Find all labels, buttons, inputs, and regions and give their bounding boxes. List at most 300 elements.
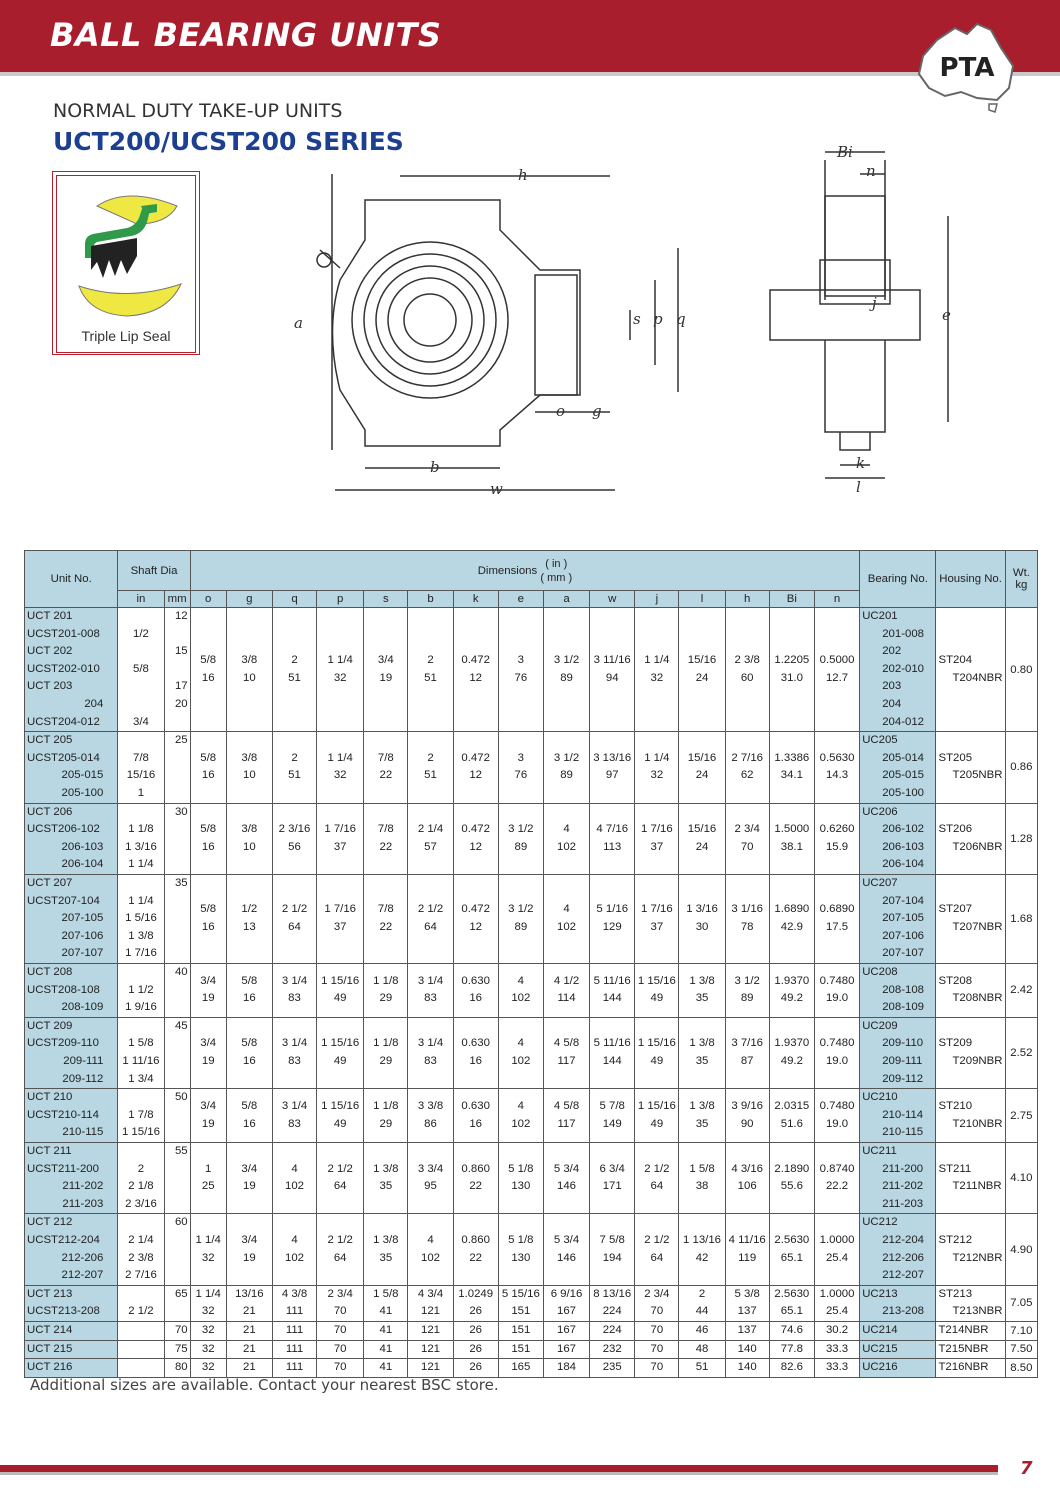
dim-value-mm: 19.0 bbox=[825, 992, 849, 1005]
dim-p bbox=[317, 874, 364, 963]
dim-value-mm: 82.6 bbox=[780, 1361, 803, 1374]
dim-value-mm: 38 bbox=[695, 1180, 709, 1193]
dim-value-in: 15/16 bbox=[687, 654, 717, 666]
label-o: o bbox=[556, 402, 566, 420]
dim-value-mm: 89 bbox=[514, 840, 528, 853]
shaft-in bbox=[120, 732, 161, 750]
dim-bi bbox=[769, 803, 814, 874]
dim-value-in: 1.6890 bbox=[774, 903, 810, 916]
dim-value-mm: 119 bbox=[738, 1251, 757, 1264]
dim-value-in: 7/8 bbox=[377, 823, 394, 836]
dim-value-in: 4 bbox=[291, 1162, 298, 1175]
dim-value-mm: 102 bbox=[285, 1180, 305, 1193]
dim-value-in: 0.7480 bbox=[819, 1037, 855, 1050]
housing-no: T212NBR bbox=[952, 1251, 1003, 1264]
dim-e bbox=[498, 803, 543, 874]
dim-value-in: 1 15/16 bbox=[321, 974, 360, 987]
dim-value-mm: 15.9 bbox=[825, 840, 849, 853]
bearing-no: 206-104 bbox=[882, 858, 924, 871]
dim-value-in: 5/8 bbox=[200, 823, 217, 836]
dim-value-mm: 94 bbox=[605, 671, 619, 684]
shaft-in-cell bbox=[118, 803, 164, 874]
dim-k bbox=[453, 732, 498, 803]
dim-value-mm: 35 bbox=[379, 1180, 393, 1193]
dim-j bbox=[635, 1321, 679, 1340]
header-dim-b: b bbox=[408, 591, 453, 608]
dim-j bbox=[635, 608, 679, 732]
shaft-in-cell bbox=[118, 732, 164, 803]
shaft-mm-cell bbox=[164, 803, 190, 874]
dim-value-mm: 121 bbox=[421, 1323, 441, 1336]
dim-value-in: 5/8 bbox=[200, 903, 217, 916]
shaft-mm-cell bbox=[164, 1340, 190, 1359]
dim-value-in: 3 1/4 bbox=[281, 1099, 308, 1112]
dim-value-mm: 151 bbox=[511, 1305, 531, 1318]
dim-value-in: 0.6890 bbox=[819, 903, 855, 916]
dim-value-in: 15/16 bbox=[687, 823, 717, 836]
bearing-no: 209-111 bbox=[882, 1054, 923, 1067]
dim-value-in: 3/4 bbox=[377, 654, 394, 666]
dim-value-in: 3/8 bbox=[241, 751, 258, 764]
bearing-no: 207-104 bbox=[882, 894, 924, 907]
bearing-no-cell bbox=[860, 1214, 936, 1285]
dim-value-in: 1 1/4 bbox=[644, 751, 670, 764]
dim-n bbox=[814, 1285, 859, 1321]
shaft-in: 2 bbox=[137, 1162, 145, 1175]
bearing-no: 208-109 bbox=[882, 1001, 924, 1014]
shaft-mm-cell bbox=[164, 874, 190, 963]
dim-j bbox=[635, 1359, 679, 1378]
shaft-in bbox=[120, 1143, 161, 1161]
table-row bbox=[25, 1285, 1038, 1321]
unit-no-cell bbox=[25, 1340, 118, 1359]
dim-value-in: 3 1/16 bbox=[731, 903, 764, 916]
dim-k bbox=[453, 1214, 498, 1285]
label-a: a bbox=[294, 314, 303, 332]
dim-value-mm: 64 bbox=[650, 1251, 664, 1264]
dim-l bbox=[679, 874, 725, 963]
housing-no: T204NBR bbox=[952, 671, 1003, 684]
shaft-in bbox=[120, 964, 161, 982]
dim-p bbox=[317, 1142, 364, 1213]
dim-value-in: 1.0000 bbox=[819, 1287, 855, 1300]
dim-value-mm: 35 bbox=[379, 1251, 393, 1264]
dim-value-mm: 51 bbox=[424, 769, 437, 782]
dim-k bbox=[453, 1321, 498, 1340]
dim-g bbox=[226, 963, 272, 1017]
dim-value-mm: 89 bbox=[560, 671, 573, 684]
dim-value-in: 2 1/4 bbox=[417, 823, 444, 836]
dim-bi bbox=[769, 1089, 814, 1143]
dim-value-mm: 19 bbox=[201, 1117, 215, 1130]
dim-q bbox=[272, 1321, 316, 1340]
dim-value-mm: 32 bbox=[650, 769, 664, 782]
dim-value-mm: 97 bbox=[605, 769, 619, 782]
dim-value-mm: 167 bbox=[557, 1305, 577, 1318]
dim-value-mm: 117 bbox=[557, 1054, 576, 1067]
label-k: k bbox=[856, 454, 866, 472]
shaft-mm bbox=[167, 821, 188, 839]
dim-g bbox=[226, 1142, 272, 1213]
dim-value-mm: 102 bbox=[511, 1054, 531, 1067]
dim-value-in: 1.9370 bbox=[774, 1037, 810, 1050]
unit-no-cell bbox=[25, 608, 118, 732]
dim-p bbox=[317, 608, 364, 732]
shaft-mm bbox=[167, 626, 188, 644]
dim-value-mm: 89 bbox=[740, 992, 754, 1005]
housing-no-cell bbox=[936, 732, 1005, 803]
unit-in-label: ( in ) bbox=[545, 557, 568, 570]
dim-value-mm: 22 bbox=[379, 840, 393, 853]
dim-bi bbox=[769, 1214, 814, 1285]
shaft-in: 1 7/16 bbox=[125, 947, 157, 960]
dim-value-in: 6 9/16 bbox=[550, 1287, 583, 1300]
shaft-mm bbox=[167, 1303, 188, 1321]
dim-w bbox=[590, 963, 635, 1017]
shaft-in: 1 1/8 bbox=[128, 823, 154, 836]
housing-no-cell bbox=[936, 1089, 1005, 1143]
header-banner bbox=[0, 0, 1060, 72]
unit-no: 206-104 bbox=[61, 858, 104, 871]
housing-no: ST210 bbox=[938, 1099, 973, 1112]
dim-value-mm: 21 bbox=[243, 1342, 256, 1355]
dim-value-mm: 37 bbox=[650, 840, 664, 853]
dim-value-in: 2 1/2 bbox=[417, 903, 444, 916]
bearing-no: 206-103 bbox=[882, 840, 924, 853]
dim-value-mm: 16 bbox=[469, 992, 483, 1005]
bearing-no: 207-105 bbox=[882, 912, 924, 925]
dim-value-in: 2 3/4 bbox=[644, 1287, 670, 1300]
shaft-in bbox=[120, 678, 161, 696]
dim-value-mm: 70 bbox=[333, 1342, 347, 1355]
dim-a bbox=[543, 1142, 589, 1213]
dim-value-in: 0.630 bbox=[461, 1099, 490, 1112]
dim-bi bbox=[769, 874, 814, 963]
dim-bi bbox=[769, 1017, 814, 1088]
dim-value-mm: 46 bbox=[695, 1323, 709, 1336]
dim-e bbox=[498, 1017, 543, 1088]
dim-value-mm: 32 bbox=[201, 1361, 215, 1374]
dim-e bbox=[498, 963, 543, 1017]
unit-no: UCT 203 bbox=[27, 680, 73, 693]
housing-no-cell bbox=[936, 874, 1005, 963]
weight: 7.50 bbox=[1005, 1340, 1037, 1359]
dim-g bbox=[226, 732, 272, 803]
dim-s bbox=[364, 1214, 408, 1285]
dim-value-in: 4 bbox=[517, 1099, 525, 1112]
weight: 4.90 bbox=[1005, 1214, 1037, 1285]
shaft-mm-cell bbox=[164, 1359, 190, 1378]
bearing-no-cell bbox=[860, 1340, 936, 1359]
dim-value-mm: 83 bbox=[288, 1054, 301, 1067]
unit-no: 209-111 bbox=[63, 1054, 104, 1067]
dim-value-in: 4 5/8 bbox=[553, 1037, 580, 1050]
bearing-no: 212-206 bbox=[882, 1251, 924, 1264]
dim-o bbox=[190, 1142, 226, 1213]
bearing-no: 205-015 bbox=[882, 769, 924, 782]
dim-e bbox=[498, 1214, 543, 1285]
unit-no: UCT 214 bbox=[27, 1323, 73, 1336]
dim-n bbox=[814, 874, 859, 963]
unit-no: UCST211-200 bbox=[27, 1162, 99, 1175]
dim-value-mm: 70 bbox=[333, 1323, 347, 1336]
weight: 8.50 bbox=[1005, 1359, 1037, 1378]
dim-n bbox=[814, 1340, 859, 1359]
label-h: h bbox=[518, 166, 528, 184]
table-row bbox=[25, 1017, 1038, 1088]
dim-value-in: 3 1/4 bbox=[417, 974, 444, 987]
dim-value-in: 3/4 bbox=[241, 1162, 258, 1175]
table-row bbox=[25, 1214, 1038, 1285]
dim-b bbox=[408, 1142, 453, 1213]
unit-no-cell bbox=[25, 1017, 118, 1088]
bearing-no: 207-107 bbox=[882, 947, 924, 960]
dim-value-mm: 38.1 bbox=[780, 840, 803, 853]
dim-k bbox=[453, 874, 498, 963]
bearing-no: UC205 bbox=[862, 734, 898, 747]
bearing-no: 206-102 bbox=[882, 823, 924, 836]
dim-b bbox=[408, 1321, 453, 1340]
dim-value-mm: 16 bbox=[243, 992, 256, 1005]
dim-value-mm: 51 bbox=[288, 769, 301, 782]
unit-no-cell bbox=[25, 1321, 118, 1340]
dim-value-mm: 32 bbox=[201, 1323, 215, 1336]
dim-o bbox=[190, 1359, 226, 1378]
dim-bi bbox=[769, 1321, 814, 1340]
dim-p bbox=[317, 1321, 364, 1340]
label-b: b bbox=[430, 458, 440, 476]
dim-value-mm: 22.2 bbox=[825, 1180, 849, 1193]
dim-value-in: 3 1/4 bbox=[281, 1037, 308, 1050]
bearing-no-cell bbox=[860, 803, 936, 874]
dim-value-in: 3 7/16 bbox=[731, 1037, 764, 1050]
dim-value-mm: 70 bbox=[333, 1305, 347, 1318]
dim-value-mm: 102 bbox=[285, 1251, 305, 1264]
dim-value-mm: 65.1 bbox=[780, 1251, 803, 1264]
dim-value-in: 0.472 bbox=[461, 654, 490, 666]
dim-value-in: 1 1/4 bbox=[327, 654, 353, 666]
dim-value-in: 3 13/16 bbox=[593, 751, 632, 764]
dim-o bbox=[190, 963, 226, 1017]
bearing-no: 205-014 bbox=[882, 751, 924, 764]
dim-value-in: 2 bbox=[291, 751, 298, 764]
dim-value-mm: 22 bbox=[379, 920, 393, 933]
dim-value-mm: 121 bbox=[421, 1305, 441, 1318]
dim-value-mm: 19 bbox=[201, 1054, 215, 1067]
dim-value-mm: 17.5 bbox=[825, 920, 849, 933]
dim-value-in: 0.472 bbox=[461, 903, 490, 916]
housing-no-cell bbox=[936, 1214, 1005, 1285]
dim-value-in: 2.5630 bbox=[774, 1233, 810, 1246]
shaft-in bbox=[120, 1322, 161, 1340]
dim-value-in: 4 bbox=[427, 1233, 434, 1246]
dim-value-mm: 167 bbox=[557, 1342, 577, 1355]
dim-o bbox=[190, 1340, 226, 1359]
dim-value-in: 5 1/8 bbox=[508, 1233, 534, 1246]
bearing-no: 210-114 bbox=[882, 1108, 924, 1121]
dim-l bbox=[679, 1089, 725, 1143]
unit-no: 207-107 bbox=[61, 947, 104, 960]
dim-value-mm: 65.1 bbox=[780, 1305, 803, 1318]
dim-value-mm: 130 bbox=[511, 1180, 531, 1193]
dim-a bbox=[543, 963, 589, 1017]
dim-value-in: 3 11/16 bbox=[593, 654, 631, 666]
unit-no: UCT 205 bbox=[27, 734, 73, 747]
shaft-mm bbox=[167, 1196, 188, 1214]
shaft-in: 1 1/4 bbox=[128, 894, 154, 907]
dim-value-in: 5/8 bbox=[200, 751, 217, 764]
dim-value-mm: 102 bbox=[557, 840, 577, 853]
dim-value-in: 1 3/8 bbox=[689, 1037, 715, 1050]
dim-n bbox=[814, 1017, 859, 1088]
dim-value-mm: 151 bbox=[511, 1323, 531, 1336]
dim-value-mm: 49 bbox=[650, 992, 664, 1005]
dim-p bbox=[317, 732, 364, 803]
dim-value-in: 0.5630 bbox=[819, 751, 855, 764]
dim-value-mm: 37 bbox=[650, 920, 664, 933]
dim-value-in: 3 1/2 bbox=[734, 974, 760, 987]
shaft-mm bbox=[167, 856, 188, 874]
dim-value-mm: 49 bbox=[650, 1054, 664, 1067]
header-housing-no: Housing No. bbox=[936, 551, 1005, 608]
unit-no: UCT 213 bbox=[27, 1287, 73, 1300]
dim-j bbox=[635, 732, 679, 803]
dim-value-in: 2 bbox=[427, 654, 434, 666]
header-dim-s: s bbox=[364, 591, 408, 608]
dim-l bbox=[679, 1359, 725, 1378]
dim-e bbox=[498, 732, 543, 803]
dim-a bbox=[543, 1321, 589, 1340]
bearing-no: 204 bbox=[882, 697, 902, 710]
dim-value-mm: 121 bbox=[421, 1361, 441, 1374]
dim-value-in: 1.9370 bbox=[774, 974, 810, 987]
dim-value-mm: 83 bbox=[424, 1054, 437, 1067]
dim-w bbox=[590, 803, 635, 874]
dim-value-in: 5 3/4 bbox=[553, 1162, 580, 1175]
bearing-no: 209-110 bbox=[882, 1037, 924, 1050]
dim-value-mm: 24 bbox=[695, 671, 709, 684]
dim-o bbox=[190, 803, 226, 874]
dim-w bbox=[590, 1017, 635, 1088]
dim-value-in: 1.5000 bbox=[774, 823, 810, 836]
dim-l bbox=[679, 1214, 725, 1285]
dim-q bbox=[272, 732, 316, 803]
unit-no: 212-206 bbox=[61, 1251, 104, 1264]
dim-w bbox=[590, 874, 635, 963]
dim-value-mm: 64 bbox=[333, 1251, 347, 1264]
dim-bi bbox=[769, 1285, 814, 1321]
dim-q bbox=[272, 1214, 316, 1285]
dim-value-in: 2 1/2 bbox=[644, 1233, 670, 1246]
dim-g bbox=[226, 1089, 272, 1143]
dim-b bbox=[408, 1214, 453, 1285]
dim-value-in: 4 bbox=[517, 974, 525, 987]
seal-figure bbox=[52, 171, 200, 355]
dim-q bbox=[272, 1089, 316, 1143]
dim-value-mm: 102 bbox=[557, 920, 577, 933]
dim-value-mm: 33.3 bbox=[825, 1361, 849, 1374]
label-e: e bbox=[942, 306, 951, 324]
dim-value-mm: 32 bbox=[333, 671, 347, 684]
dim-o bbox=[190, 874, 226, 963]
bearing-no-cell bbox=[860, 1089, 936, 1143]
dim-s bbox=[364, 1340, 408, 1359]
label-l: l bbox=[856, 478, 861, 496]
dim-bi bbox=[769, 608, 814, 732]
shaft-mm: 45 bbox=[174, 1019, 188, 1032]
dim-b bbox=[408, 803, 453, 874]
shaft-in-cell bbox=[118, 1359, 164, 1378]
dim-value-mm: 49.2 bbox=[780, 992, 803, 1005]
bearing-no: 204-012 bbox=[882, 715, 924, 728]
dim-value-in: 3 bbox=[517, 654, 525, 666]
dim-value-mm: 35 bbox=[695, 992, 709, 1005]
header-shaft-in: in bbox=[118, 591, 164, 608]
dim-value-mm: 42 bbox=[695, 1251, 709, 1264]
shaft-mm bbox=[167, 1053, 188, 1071]
dim-value-mm: 10 bbox=[243, 769, 256, 782]
dim-value-mm: 12 bbox=[469, 769, 483, 782]
dim-value-mm: 26 bbox=[469, 1323, 483, 1336]
dim-value-mm: 41 bbox=[379, 1342, 393, 1355]
dim-h bbox=[725, 963, 769, 1017]
housing-no-cell bbox=[936, 1285, 1005, 1321]
dim-l bbox=[679, 608, 725, 732]
dim-j bbox=[635, 1340, 679, 1359]
bearing-no-cell bbox=[860, 732, 936, 803]
unit-no: 209-112 bbox=[62, 1072, 104, 1085]
dim-a bbox=[543, 608, 589, 732]
dim-q bbox=[272, 1340, 316, 1359]
dim-o bbox=[190, 1214, 226, 1285]
dim-value-mm: 224 bbox=[602, 1305, 622, 1318]
dim-value-mm: 64 bbox=[424, 920, 437, 933]
dim-value-mm: 55.6 bbox=[780, 1180, 803, 1193]
dim-s bbox=[364, 1142, 408, 1213]
dim-l bbox=[679, 1285, 725, 1321]
dim-value-in: 8 13/16 bbox=[593, 1287, 632, 1300]
dim-a bbox=[543, 1089, 589, 1143]
label-s: s bbox=[633, 310, 641, 328]
dim-value-mm: 19 bbox=[243, 1251, 256, 1264]
dim-value-mm: 19 bbox=[243, 1180, 256, 1193]
dim-value-in: 0.630 bbox=[461, 974, 490, 987]
dim-value-mm: 111 bbox=[285, 1361, 304, 1374]
dim-value-mm: 49 bbox=[333, 992, 347, 1005]
shaft-mm bbox=[167, 1035, 188, 1053]
dim-value-mm: 13 bbox=[243, 920, 256, 933]
shaft-in: 2 3/16 bbox=[125, 1197, 157, 1210]
header-dimensions bbox=[190, 551, 860, 591]
dim-q bbox=[272, 803, 316, 874]
dim-value-in: 2 bbox=[427, 751, 434, 764]
dim-value-mm: 64 bbox=[333, 1180, 347, 1193]
dim-g bbox=[226, 1340, 272, 1359]
dim-value-in: 0.6260 bbox=[819, 823, 855, 836]
shaft-mm-cell bbox=[164, 1017, 190, 1088]
dim-value-in: 3 1/4 bbox=[417, 1037, 444, 1050]
dim-h bbox=[725, 1089, 769, 1143]
dim-value-mm: 32 bbox=[333, 769, 347, 782]
dim-value-mm: 89 bbox=[560, 769, 573, 782]
weight: 4.10 bbox=[1005, 1142, 1037, 1213]
dim-value-mm: 49.2 bbox=[780, 1054, 803, 1067]
dim-value-mm: 22 bbox=[469, 1180, 483, 1193]
unit-no: UCT 208 bbox=[27, 965, 73, 978]
shaft-in-cell bbox=[118, 963, 164, 1017]
dim-value-in: 2 1/2 bbox=[327, 1233, 353, 1246]
dim-k bbox=[453, 1359, 498, 1378]
